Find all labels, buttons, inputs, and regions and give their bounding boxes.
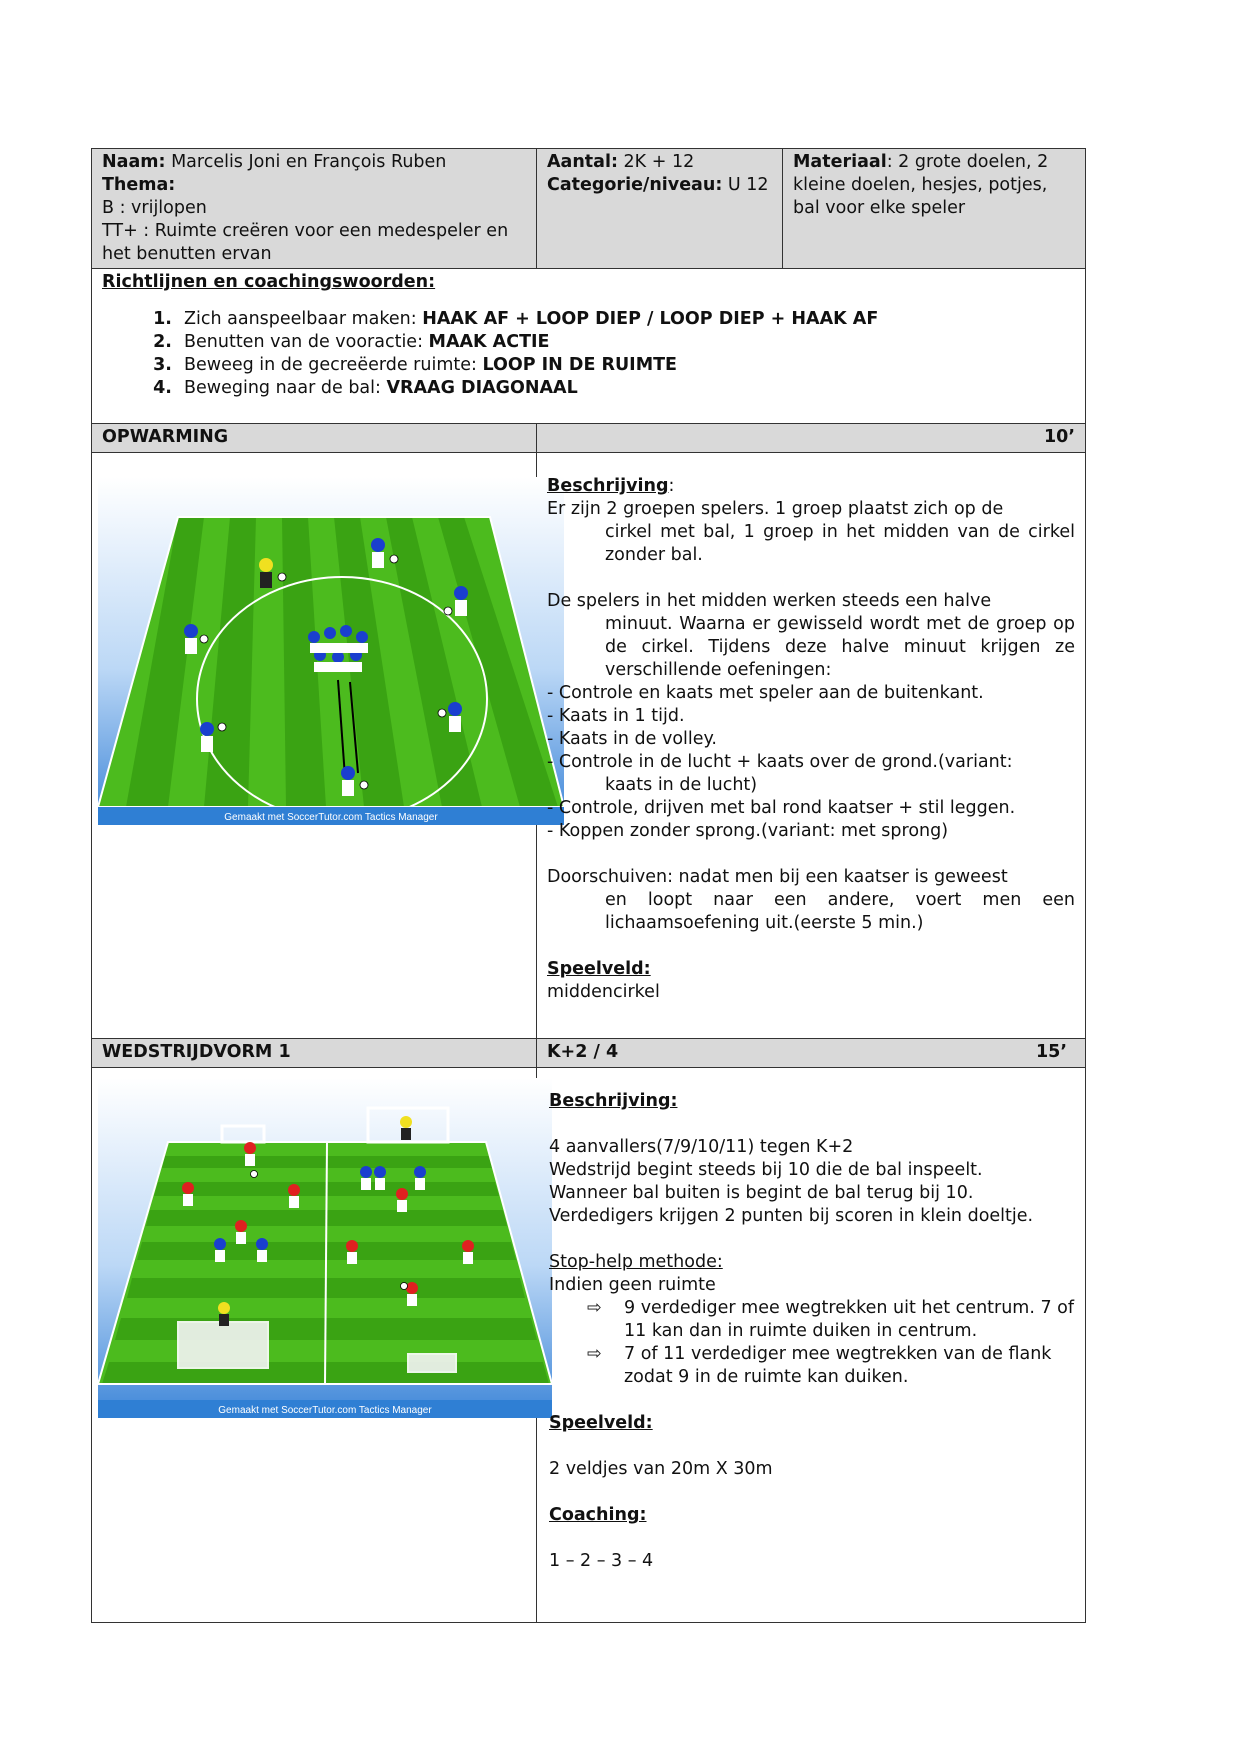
speelveld-label: Speelveld:	[549, 1413, 653, 1433]
naam-value: Marcelis Joni en François Ruben	[165, 152, 447, 172]
paragraph: Doorschuiven: nadat men bij een kaatser is geweest	[547, 867, 1008, 887]
wedstrijdvorm-title: WEDSTRIJDVORM 1	[92, 1039, 537, 1068]
richtlijnen-list	[102, 308, 1075, 400]
opwarming-content-row	[92, 453, 1086, 1039]
richtlijnen-cell	[92, 269, 1086, 424]
opwarming-time: 10’	[1043, 427, 1075, 447]
richtlijnen-title: Richtlijnen en coachingswoorden:	[102, 272, 436, 292]
stophelp-label: Stop-help methode:	[549, 1252, 723, 1272]
list-item: - Controle in de lucht + kaats over de grond.(variant:	[547, 752, 1013, 772]
list-item: - Controle en kaats met speler aan de buitenkant.	[547, 683, 984, 703]
opwarming-time-cell	[537, 424, 1086, 453]
warmup-pitch-image	[98, 477, 564, 825]
session-table	[91, 148, 1086, 1623]
list-item: kaats in de lucht)	[605, 775, 758, 795]
list-item: 2. Benutten van de vooractie: MAAK ACTIE	[178, 331, 1075, 354]
categorie-value: U 12	[722, 175, 769, 195]
materiaal-cell	[783, 149, 1086, 269]
wedstrijdvorm-description	[537, 1068, 1086, 1623]
list-item: - Koppen zonder sprong.(variant: met sprong)	[547, 821, 949, 841]
paragraph: Wedstrijd begint steeds bij 10 die de bal inspeelt.	[549, 1160, 983, 1180]
aantal-value: 2K + 12	[617, 152, 695, 172]
match-pitch-image	[98, 1078, 552, 1418]
list-item: ⇨ 7 of 11 verdediger mee wegtrekken van de flank zodat 9 in de ruimte kan duiken.	[587, 1344, 1052, 1387]
paragraph: Er zijn 2 groepen spelers. 1 groep plaatst zich op de	[547, 499, 1004, 519]
paragraph: Wanneer bal buiten is begint de bal terug bij 10.	[549, 1183, 974, 1203]
coaching-value: 1 – 2 – 3 – 4	[549, 1551, 654, 1571]
aantal-cell	[537, 149, 783, 269]
paragraph: en loopt naar een andere, voert men een lichaamsoefening uit.(eerste 5 min.)	[605, 890, 1075, 933]
list-item: 1. Zich aanspeelbaar maken: HAAK AF + LOOP DIEP / LOOP DIEP + HAAK AF	[178, 308, 1075, 331]
paragraph: Verdedigers krijgen 2 punten bij scoren in klein doeltje.	[549, 1206, 1034, 1226]
materiaal-value: : 2 grote doelen, 2 kleine doelen, hesjes, potjes, bal voor elke speler	[793, 152, 1049, 218]
session-sheet	[91, 148, 1085, 1623]
list-item: - Kaats in de volley.	[547, 729, 717, 749]
opwarming-header-row	[92, 424, 1086, 453]
paragraph: minuut. Waarna er gewisseld wordt met de groep op de cirkel. Tijdens deze halve minuut krijgen ze verschillende oefeningen:	[605, 614, 1075, 680]
naam-label: Naam:	[102, 152, 166, 172]
opwarming-title: OPWARMING	[92, 424, 537, 453]
wedstrijdvorm-time: 15’	[1035, 1042, 1067, 1062]
categorie-label: Categorie/niveau:	[547, 175, 723, 195]
thema-line: B : vrijlopen	[102, 198, 207, 218]
wedstrijdvorm-header-row	[92, 1039, 1086, 1068]
speelveld-label: Speelveld:	[547, 959, 651, 979]
paragraph: 4 aanvallers(7/9/10/11) tegen K+2	[549, 1137, 854, 1157]
arrow-right-icon: ⇨	[587, 1298, 602, 1318]
speelveld-value: 2 veldjes van 20m X 30m	[549, 1459, 773, 1479]
paragraph: De spelers in het midden werken steeds een halve	[547, 591, 992, 611]
image-caption: Gemaakt met SoccerTutor.com Tactics Manager	[218, 1405, 432, 1416]
speelveld-value: middencirkel	[547, 982, 660, 1002]
opwarming-image-cell	[92, 453, 537, 1039]
list-item: 3. Beweeg in de gecreëerde ruimte: LOOP IN DE RUIMTE	[178, 354, 1075, 377]
list-item: ⇨ 9 verdediger mee wegtrekken uit het centrum. 7 of 11 kan dan in ruimte duiken in centrum.	[587, 1298, 1075, 1341]
wedstrijdvorm-image-cell	[92, 1068, 537, 1623]
image-caption: Gemaakt met SoccerTutor.com Tactics Manager	[224, 812, 438, 823]
wedstrijdvorm-format: K+2 / 4	[547, 1042, 619, 1062]
header-row	[92, 149, 1086, 269]
list-item: - Controle, drijven met bal rond kaatser + stil leggen.	[547, 798, 1016, 818]
beschrijving-label: Beschrijving	[547, 476, 669, 496]
paragraph: cirkel met bal, 1 groep in het midden van de cirkel zonder bal.	[605, 522, 1075, 565]
opwarming-description: Beschrijving: Er zijn 2 groepen spelers. 1 groep plaatst zich op de cirkel met bal, 1 groep in het midden van de cirkel zonder bal. De spelers in het midden werken steeds een halve minuut. Waarna er gewisseld wordt met de groep op de cirkel. Tijdens deze halve minuut krijgen ze verschillende oefeningen: - Controle en kaats met speler aan de buitenkant. - Kaats in 1 tijd. - Kaats in de volley. - Controle in de lucht + kaats over de grond.(variant: kaats in de lucht) - Controle, drijven met bal rond kaatser + stil leggen. - Koppen zonder sprong.(variant: met sprong) Doorschuiven: nadat men bij een kaatser is geweest en loopt naar een andere, voert men een lichaamsoefening uit.(eerste 5 min.) Speelveld: middencirkel	[537, 453, 1086, 1039]
richtlijnen-row	[92, 269, 1086, 424]
paragraph: Indien geen ruimte	[549, 1275, 716, 1295]
materiaal-label: Materiaal	[793, 152, 887, 172]
thema-line: TT+ : Ruimte creëren voor een medespeler en het benutten ervan	[102, 221, 509, 264]
naam-cell	[92, 149, 537, 269]
thema-label: Thema:	[102, 175, 176, 195]
beschrijving-label: Beschrijving:	[549, 1091, 678, 1111]
aantal-label: Aantal:	[547, 152, 618, 172]
list-item: - Kaats in 1 tijd.	[547, 706, 685, 726]
wedstrijdvorm-format-cell	[537, 1039, 1086, 1068]
coaching-label: Coaching:	[549, 1505, 647, 1525]
list-item: 4. Beweging naar de bal: VRAAG DIAGONAAL	[178, 377, 1075, 400]
wedstrijdvorm-content-row	[92, 1068, 1086, 1623]
arrow-right-icon: ⇨	[587, 1344, 602, 1364]
